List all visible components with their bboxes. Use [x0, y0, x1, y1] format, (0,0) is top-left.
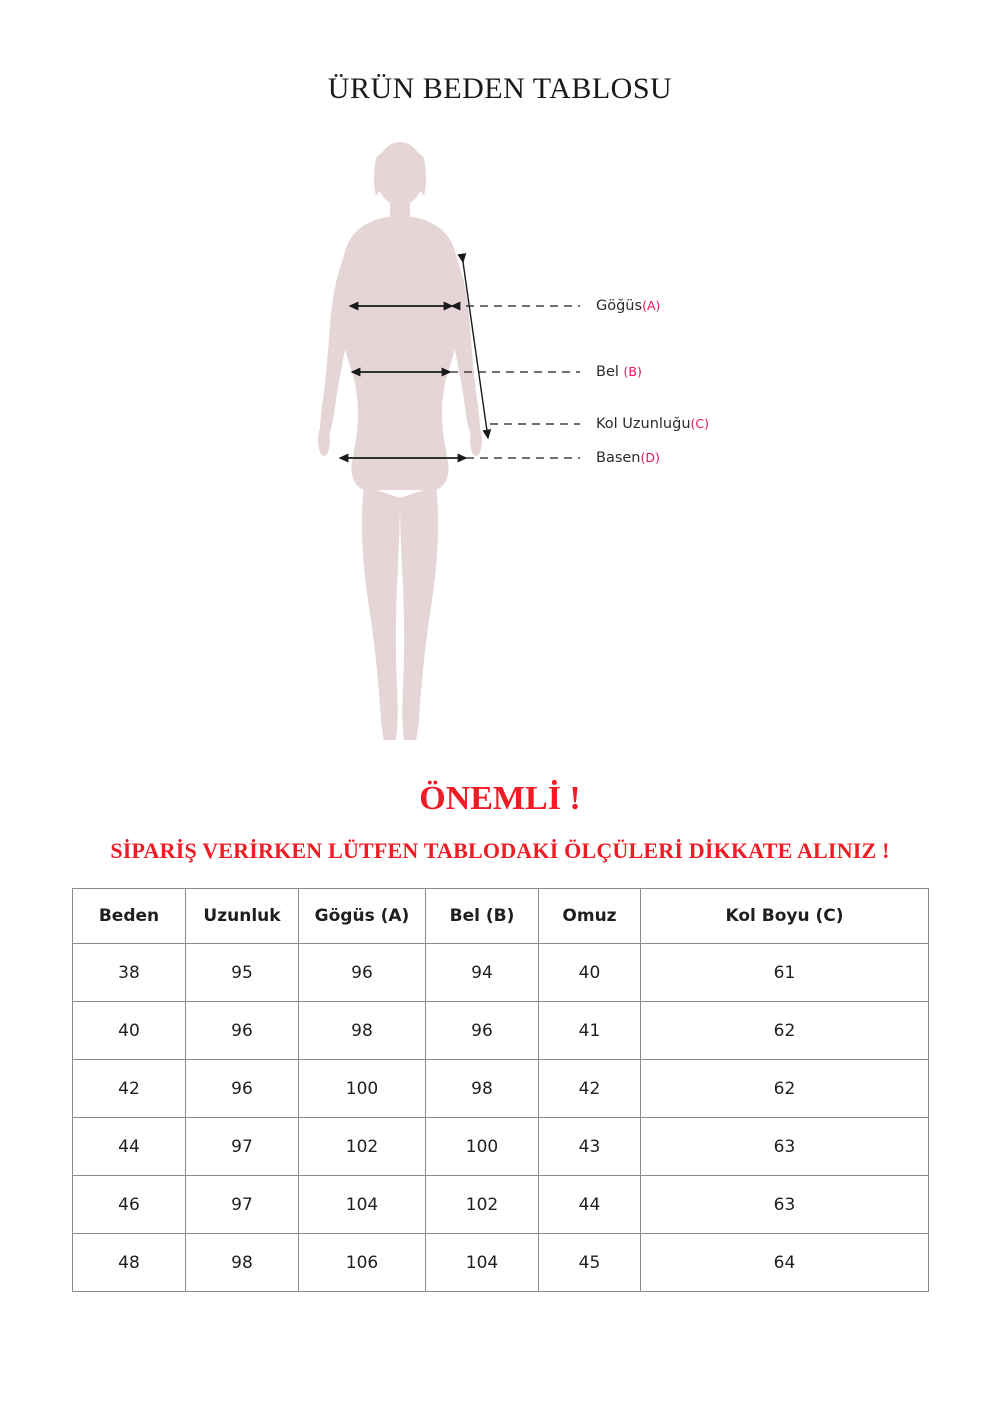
cell-bel: 104 — [426, 1234, 539, 1292]
measurement-figure — [0, 130, 1000, 760]
cell-beden: 46 — [73, 1176, 186, 1234]
column-header-kol-boyu: Kol Boyu (C) — [641, 889, 929, 944]
cell-omuz: 44 — [539, 1176, 641, 1234]
callout-hip — [596, 450, 660, 466]
column-header-gogus: Gögüs (A) — [299, 889, 426, 944]
cell-uzunluk: 98 — [186, 1234, 299, 1292]
cell-uzunluk: 95 — [186, 944, 299, 1002]
callout-sleeve-text: Kol Uzunluğu — [596, 416, 691, 432]
callout-sleeve-code: (C) — [690, 416, 709, 431]
cell-omuz: 40 — [539, 944, 641, 1002]
callout-hip-text: Basen — [596, 450, 641, 466]
table-row — [73, 1118, 929, 1176]
column-header-beden: Beden — [73, 889, 186, 944]
cell-beden: 44 — [73, 1118, 186, 1176]
cell-kol-boyu: 63 — [641, 1118, 929, 1176]
table-row — [73, 1002, 929, 1060]
cell-kol-boyu: 62 — [641, 1060, 929, 1118]
important-subline: SİPARİŞ VERİRKEN LÜTFEN TABLODAKİ ÖLÇÜLERİ DİKKATE ALINIZ ! — [110, 838, 890, 863]
cell-bel: 94 — [426, 944, 539, 1002]
table-row — [73, 1060, 929, 1118]
cell-gogus: 102 — [299, 1118, 426, 1176]
table-row — [73, 944, 929, 1002]
cell-uzunluk: 96 — [186, 1060, 299, 1118]
callout-bust-text: Göğüs — [596, 298, 643, 314]
cell-omuz: 42 — [539, 1060, 641, 1118]
cell-kol-boyu: 62 — [641, 1002, 929, 1060]
cell-omuz: 45 — [539, 1234, 641, 1292]
cell-uzunluk: 97 — [186, 1118, 299, 1176]
cell-bel: 98 — [426, 1060, 539, 1118]
page-title: ÜRÜN BEDEN TABLOSU — [327, 72, 673, 105]
table-header-row — [73, 889, 929, 944]
callout-hip-code: (D) — [640, 450, 660, 465]
column-header-omuz: Omuz — [539, 889, 641, 944]
callout-waist-code: (B) — [623, 364, 642, 379]
cell-beden: 38 — [73, 944, 186, 1002]
cell-kol-boyu: 61 — [641, 944, 929, 1002]
callout-bust-code: (A) — [642, 298, 661, 313]
column-header-uzunluk: Uzunluk — [186, 889, 299, 944]
cell-omuz: 43 — [539, 1118, 641, 1176]
cell-gogus: 104 — [299, 1176, 426, 1234]
cell-uzunluk: 97 — [186, 1176, 299, 1234]
cell-omuz: 41 — [539, 1002, 641, 1060]
cell-beden: 42 — [73, 1060, 186, 1118]
measurement-callout-lines — [0, 130, 1000, 760]
column-header-bel: Bel (B) — [426, 889, 539, 944]
callout-waist-text: Bel — [596, 364, 624, 380]
cell-uzunluk: 96 — [186, 1002, 299, 1060]
table-row — [73, 1176, 929, 1234]
cell-bel: 96 — [426, 1002, 539, 1060]
cell-beden: 40 — [73, 1002, 186, 1060]
important-headline: ÖNEMLİ ! — [419, 780, 581, 817]
size-table — [72, 888, 929, 1292]
cell-gogus: 96 — [299, 944, 426, 1002]
callout-bust — [596, 298, 660, 314]
cell-bel: 102 — [426, 1176, 539, 1234]
cell-kol-boyu: 63 — [641, 1176, 929, 1234]
cell-beden: 48 — [73, 1234, 186, 1292]
cell-kol-boyu: 64 — [641, 1234, 929, 1292]
cell-gogus: 106 — [299, 1234, 426, 1292]
callout-waist — [596, 364, 642, 380]
table-row — [73, 1234, 929, 1292]
cell-gogus: 98 — [299, 1002, 426, 1060]
cell-gogus: 100 — [299, 1060, 426, 1118]
cell-bel: 100 — [426, 1118, 539, 1176]
callout-sleeve — [596, 416, 709, 432]
